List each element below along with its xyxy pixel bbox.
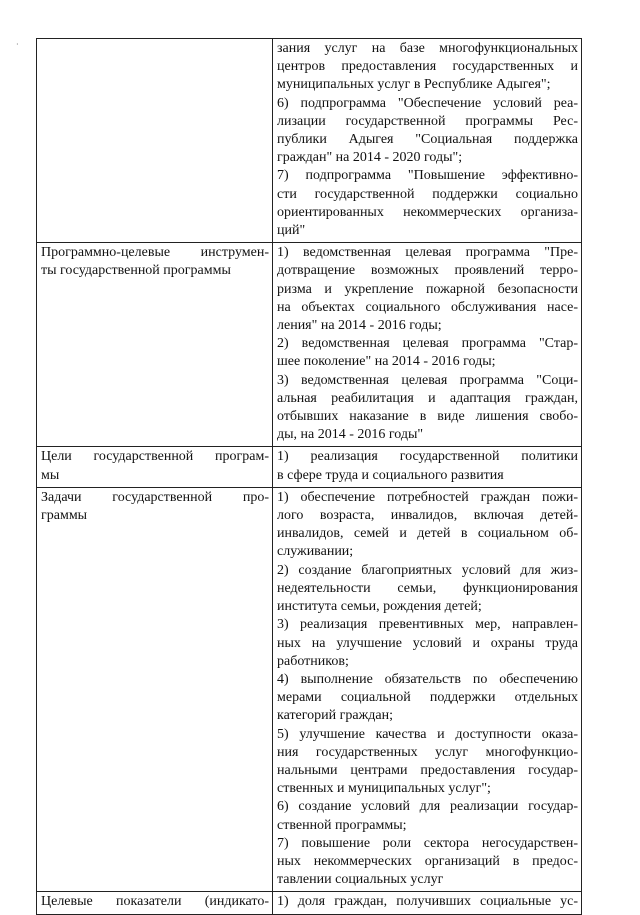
paragraph xyxy=(277,893,578,911)
text-line: сти государственной поддержки социально xyxy=(277,186,578,202)
paragraph xyxy=(277,562,578,617)
label-line: Программно-целевые инструмен- xyxy=(41,245,269,261)
text-line: ориентированных некоммерческих организа- xyxy=(277,204,578,220)
paragraph xyxy=(277,489,578,562)
row-label-cell xyxy=(37,243,273,447)
table-row xyxy=(37,243,582,447)
program-passport-table xyxy=(36,38,582,915)
text-line: зания услуг на базе многофункциональных xyxy=(277,41,578,56)
row-value-cell xyxy=(273,39,582,243)
scan-mark: · xyxy=(16,40,19,49)
text-line: ных на улучшение условий и охраны труда xyxy=(277,635,578,651)
text-line: 4) выполнение обязательств по обеспечению xyxy=(277,671,578,687)
text-line: 1) реализация государственной политики xyxy=(277,449,578,465)
text-line: ственных и муниципальных услуг"; xyxy=(277,781,491,797)
text-line: инвалидов, семей и детей в социальном об- xyxy=(277,526,578,542)
text-line: ственной программы; xyxy=(277,817,407,833)
text-line: ния государственных услуг многофункцио- xyxy=(277,744,578,760)
paragraph xyxy=(277,835,578,890)
label-line: граммы xyxy=(41,508,88,524)
text-line: в сфере труда и социального развития xyxy=(277,467,504,483)
paragraph xyxy=(277,372,578,445)
table-row xyxy=(37,447,582,487)
paragraph xyxy=(277,798,578,834)
text-line: лизации государственной программы Рес- xyxy=(277,113,578,129)
label-line: Цели государственной програм- xyxy=(41,449,269,465)
text-line: публики Адыгея "Социальная поддержка xyxy=(277,132,578,148)
text-line: ных некоммерческих организаций в предос- xyxy=(277,853,578,869)
text-line: граждан" на 2014 - 2020 годы"; xyxy=(277,150,463,166)
text-line: 7) подпрограмма "Повышение эффективно- xyxy=(277,168,578,184)
label-line: мы xyxy=(41,467,60,483)
paragraph xyxy=(277,616,578,671)
text-line: ления" на 2014 - 2016 годы; xyxy=(277,318,442,334)
text-line: дотвращение возможных проявлений терро- xyxy=(277,263,578,279)
label-line: Целевые показатели (индикато- xyxy=(41,894,269,910)
paragraph xyxy=(277,244,578,335)
paragraph xyxy=(277,167,578,240)
label-line: Задачи государственной про- xyxy=(41,489,269,505)
text-line: лого возраста, инвалидов, включая детей- xyxy=(277,508,578,524)
row-value-cell xyxy=(273,447,582,487)
text-line: 6) создание условий для реализации государ- xyxy=(277,799,578,815)
text-line: работников; xyxy=(277,653,349,669)
text-line: ризма и укрепление пожарной безопасности xyxy=(277,281,578,297)
text-line: 2) создание благоприятных условий для жиз- xyxy=(277,562,578,578)
table-row xyxy=(37,487,582,891)
text-line: ды, на 2014 - 2016 годы" xyxy=(277,427,424,443)
row-label-cell xyxy=(37,892,273,914)
text-line: муниципальных услуг в Республике Адыгея"; xyxy=(277,77,551,93)
text-line: тавлении социальных услуг xyxy=(277,872,444,888)
row-value-cell xyxy=(273,487,582,891)
text-line: 2) ведомственная целевая программа "Стар- xyxy=(277,336,578,352)
row-label-cell xyxy=(37,447,273,487)
text-line: 6) подпрограмма "Обеспечение условий реа- xyxy=(277,95,578,111)
text-line: шее поколение" на 2014 - 2016 годы; xyxy=(277,354,496,370)
text-line: 1) доля граждан, получивших социальные ус- xyxy=(277,894,578,910)
text-line: центров предоставления государственных и xyxy=(277,59,578,75)
table-row xyxy=(37,39,582,243)
text-line: отбывших наказание в виде лишения свобо- xyxy=(277,409,578,425)
text-line: мерами социальной поддержки отдельных xyxy=(277,690,578,706)
text-line: 3) реализация превентивных мер, направлен- xyxy=(277,617,578,633)
paragraph xyxy=(277,95,578,168)
text-line: 7) повышение роли сектора негосударствен- xyxy=(277,835,578,851)
text-line: категорий граждан; xyxy=(277,708,393,724)
text-line: 5) улучшение качества и доступности оказа- xyxy=(277,726,578,742)
text-line: 3) ведомственная целевая программа "Соци- xyxy=(277,372,578,388)
row-value-cell xyxy=(273,243,582,447)
paragraph xyxy=(277,40,578,95)
text-line: альная реабилитация и адаптация граждан, xyxy=(277,390,578,406)
paragraph xyxy=(277,448,578,484)
label-line: ты государственной программы xyxy=(41,263,231,279)
text-line: института семьи, рождения детей; xyxy=(277,599,482,615)
text-line: недеятельности семьи, функционирования xyxy=(277,580,578,596)
paragraph xyxy=(277,335,578,371)
text-line: 1) ведомственная целевая программа "Пре- xyxy=(277,245,578,261)
text-line: на объектах социального обслуживания насе- xyxy=(277,299,578,315)
paragraph xyxy=(277,726,578,799)
row-label-cell xyxy=(37,487,273,891)
text-line: служивании; xyxy=(277,544,354,560)
text-line: нальными центрами предоставления государ- xyxy=(277,762,578,778)
table-row xyxy=(37,892,582,914)
row-label-cell xyxy=(37,39,273,243)
paragraph xyxy=(277,671,578,726)
text-line: ций" xyxy=(277,223,306,239)
row-value-cell xyxy=(273,892,582,914)
text-line: 1) обеспечение потребностей граждан пожи- xyxy=(277,489,578,505)
